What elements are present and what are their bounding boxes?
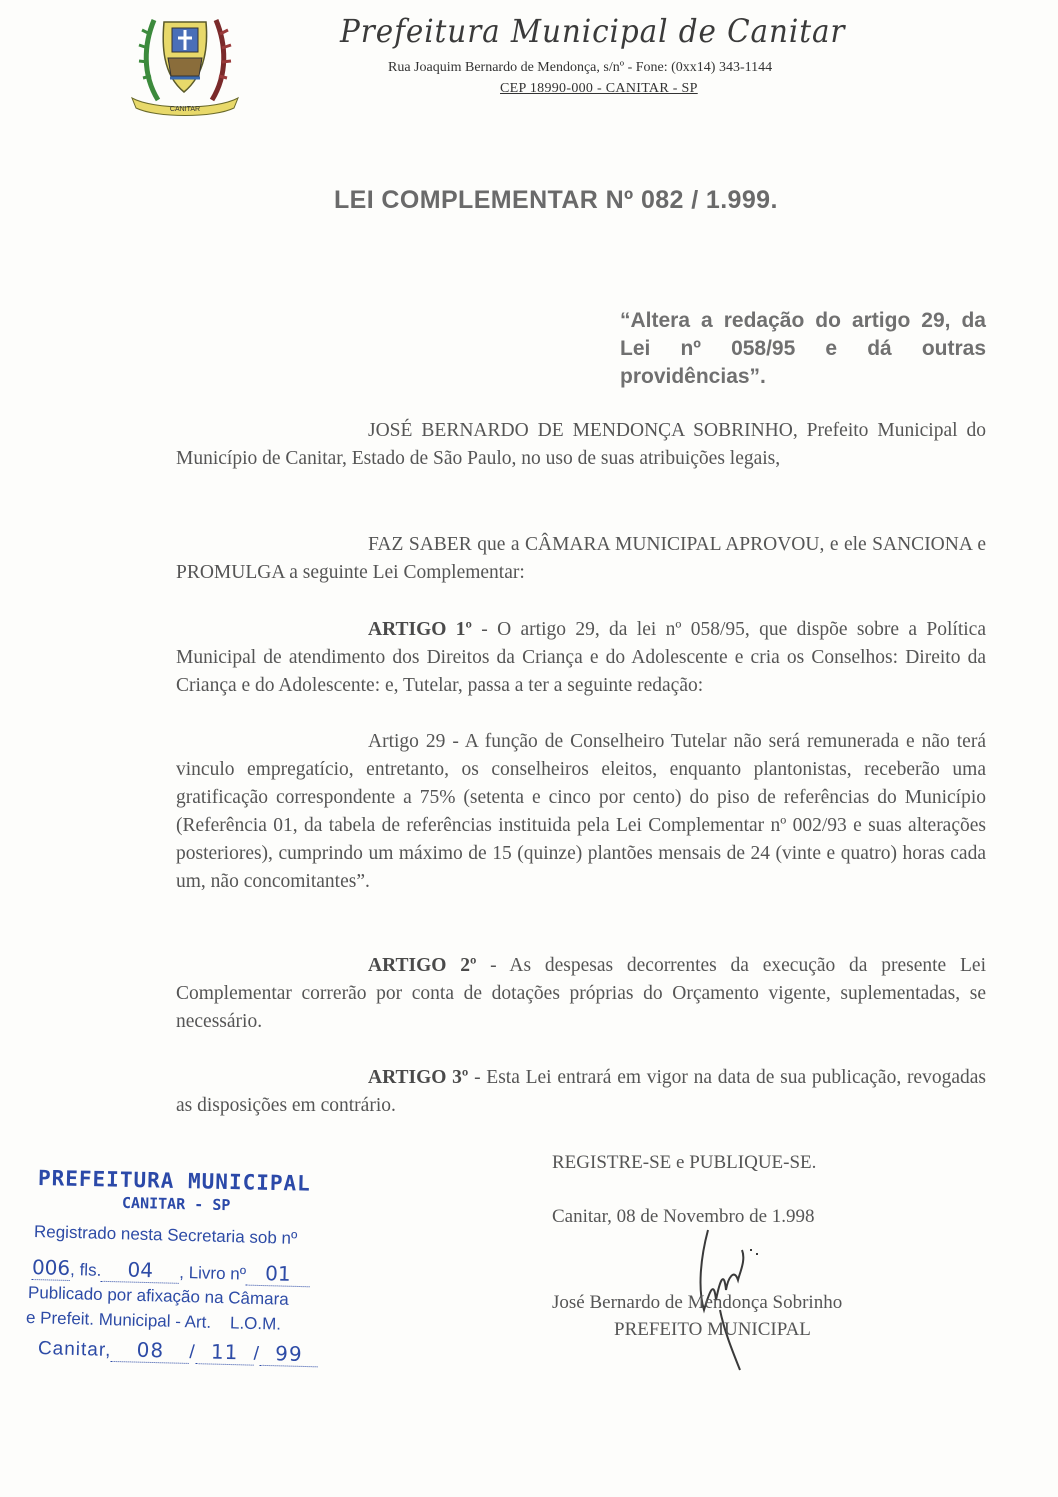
stamp-city: CANITAR - SP	[121, 1193, 231, 1215]
signer-name: José Bernardo de Mendonça Sobrinho	[552, 1292, 843, 1313]
header-address: Rua Joaquim Bernardo de Mendonça, s/nº - Fone: (0xx14) 343-1144	[388, 60, 773, 75]
stamp-fls-number: 04	[101, 1257, 180, 1284]
header-cep: CEP 18990-000 - CANITAR - SP	[500, 81, 698, 96]
article-29-text: Artigo 29 - A função de Conselheiro Tutelar não será remunerada e não terá vinculo empregatício, entretanto, os conselheiros eleitos, enquanto plantonistas, receberão uma gratificação correspondente a 75% (setenta e cinco por cento) do piso de referências do Município (Referência 01, da tabela de referências instituida pela Lei Complementar nº 002/93 e suas alterações posteriores), cumprindo um máximo de 15 (quinze) plantões mensais de 24 (vinte e quatro) horas cada um, não concomitantes”.	[176, 731, 986, 892]
stamp-year: 99	[260, 1341, 319, 1368]
stamp-day: 08	[111, 1337, 190, 1364]
stamp-title: PREFEITURA MUNICIPAL	[37, 1166, 312, 1196]
stamp-registered-line: Registrado nesta Secretaria sob nº	[33, 1222, 298, 1248]
faz-saber-text: FAZ SABER que a CÂMARA MUNICIPAL APROVOU, e ele SANCIONA e PROMULGA a seguinte Lei Complementar:	[176, 534, 986, 583]
signer-title: PREFEITO MUNICIPAL	[614, 1319, 811, 1340]
article-29-text-block	[176, 728, 986, 896]
article-3-text: - Esta Lei entrará em vigor na data de sua publicação, revogadas as disposições em contrário.	[176, 1067, 986, 1116]
stamp-canitar-label: Canitar,	[37, 1338, 112, 1361]
stamp-livro-number: 01	[246, 1261, 311, 1288]
intro-paragraph	[176, 417, 986, 473]
crest-label: CANITAR	[169, 106, 201, 113]
stamp-date-line: Canitar, 08 / 11 / 99	[38, 1335, 319, 1367]
stamp-livro-label: , Livro nº	[179, 1262, 247, 1284]
registre-publique: REGISTRE-SE e PUBLIQUE-SE.	[552, 1152, 817, 1173]
article-2-text: - As despesas decorrentes da execução da presente Lei Complementar correrão por conta de dotações próprias do Orçamento vigente, suplementadas, se necessário.	[176, 955, 986, 1032]
article-2	[176, 952, 986, 1036]
stamp-published-line: Publicado por afixação na Câmara	[27, 1283, 290, 1309]
faz-saber-paragraph	[176, 531, 986, 587]
stamp-reg-number: 006	[31, 1255, 71, 1280]
place-date: Canitar, 08 de Novembro de 1.998	[552, 1206, 815, 1227]
header-title: Prefeitura Municipal de Canitar	[340, 12, 846, 50]
law-title: LEI COMPLEMENTAR Nº 082 / 1.999.	[334, 186, 778, 214]
intro-text: JOSÉ BERNARDO DE MENDONÇA SOBRINHO, Prefeito Municipal do Município de Canitar, Estado de São Paulo, no uso de suas atribuições legais,	[176, 420, 986, 469]
article-3	[176, 1064, 986, 1120]
article-2-heading: ARTIGO 2º	[368, 955, 477, 976]
article-1	[176, 616, 986, 700]
article-3-heading: ARTIGO 3º	[368, 1067, 469, 1088]
municipal-crest-logo	[124, 14, 246, 120]
stamp-fls-label: , fls.	[69, 1260, 102, 1280]
stamp-month: 11	[195, 1339, 254, 1366]
law-ementa: “Altera a redação do artigo 29, da Lei nº 058/95 e dá outras providências”.	[620, 309, 986, 388]
stamp-registration-line	[32, 1255, 311, 1287]
article-1-text: - O artigo 29, da lei nº 058/95, que dispõe sobre a Política Municipal de atendimento dos Direitos da Criança e do Adolescente e cria os Conselhos: Direito da Criança e do Adolescente: e, Tutelar, passa a ter a seguinte redação:	[176, 619, 986, 696]
article-1-heading: ARTIGO 1º	[368, 619, 472, 640]
stamp-lom-line: e Prefeit. Municipal - Art. L.O.M.	[25, 1308, 282, 1334]
